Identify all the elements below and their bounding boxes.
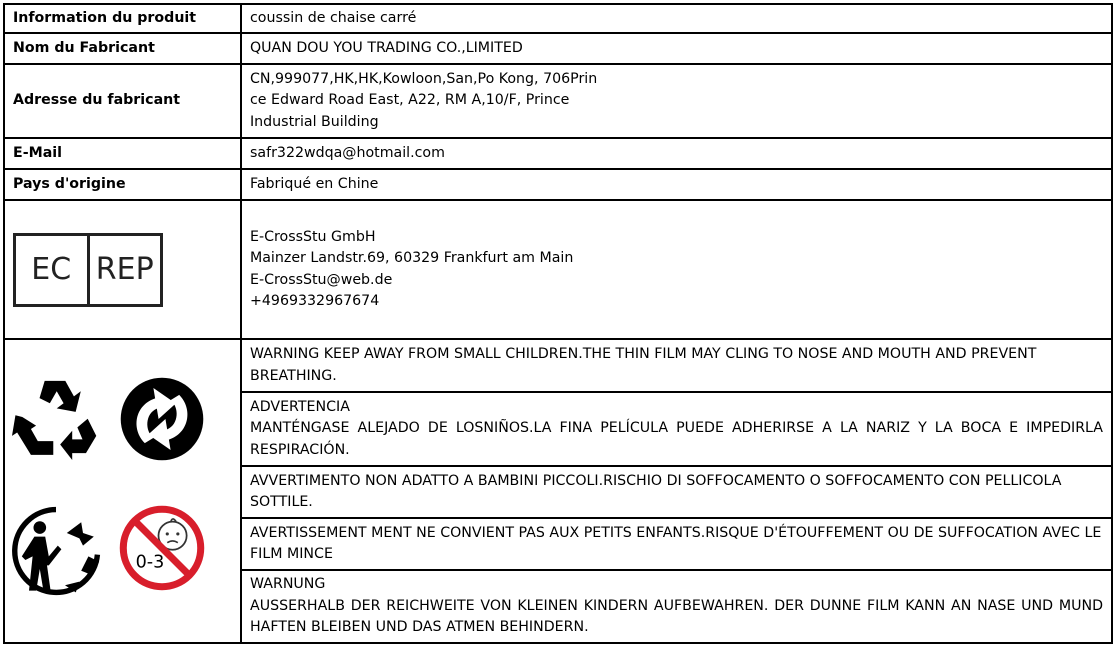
triman-icon <box>11 506 101 596</box>
address-line: CN,999077,HK,HK,Kowloon,San,Po Kong, 706Prin <box>250 70 598 87</box>
warning-de <box>241 570 1112 643</box>
ec-rep-details <box>241 200 1112 339</box>
label-product-info: Information du produit <box>4 4 241 33</box>
value-product-info: coussin de chaise carré <box>241 4 1112 33</box>
warning-text: NON ADATTO A BAMBINI PICCOLI.RISCHIO DI SOFFOCAMENTO O SOFFOCAMENTO CON PELLICOLA SOTTILE. <box>250 472 1062 510</box>
no-under-3-icon <box>118 504 206 592</box>
warning-text: MENT NE CONVIENT PAS AUX PETITS ENFANTS.RISQUE D'ÉTOUFFEMENT OU DE SUFFOCATION AVEC LE FILM MINCE <box>250 524 1102 562</box>
age-label: 0-3 <box>135 552 165 573</box>
green-dot-icon <box>119 376 205 462</box>
icons-cell <box>4 339 241 643</box>
address-line: ce Edward Road East, A22, RM A,10/F, Prince <box>250 92 570 109</box>
icons-panel <box>5 340 240 642</box>
recycle-icon <box>11 374 99 460</box>
product-info-table <box>3 3 1113 644</box>
value-origin: Fabriqué en Chine <box>241 169 1112 200</box>
ec-rep-line: E-CrossStu GmbH <box>250 228 376 245</box>
ec-rep-mark <box>13 233 163 307</box>
table-row-email <box>4 138 1112 169</box>
warning-title: AVERTISSEMENT <box>250 524 367 541</box>
warning-text: AUSSERHALB DER REICHWEITE VON KLEINEN KINDERN AUFBEWAHREN. DER DUNNE FILM KANN AN NASE UND MUND HAFTEN BLEIBEN UND DAS ATMEN BEHINDERN. <box>250 597 1103 636</box>
warning-it <box>241 466 1112 518</box>
ec-rep-line: Mainzer Landstr.69, 60329 Frankfurt am Main <box>250 250 574 266</box>
value-manufacturer: QUAN DOU YOU TRADING CO.,LIMITED <box>241 33 1112 64</box>
warning-fr <box>241 518 1112 570</box>
label-address: Adresse du fabricant <box>4 64 241 138</box>
table-row-address <box>4 64 1112 138</box>
warning-title: WARNING <box>250 346 320 362</box>
label-manufacturer: Nom du Fabricant <box>4 33 241 64</box>
ec-rep-cell <box>4 200 241 339</box>
ec-rep-mark-left: EC <box>31 251 72 287</box>
value-email: safr322wdqa@hotmail.com <box>241 138 1112 169</box>
warning-title: WARNUNG <box>250 576 326 593</box>
warning-es <box>241 392 1112 466</box>
warning-title: AVVERTIMENTO <box>250 472 361 489</box>
table-row-manufacturer <box>4 33 1112 64</box>
value-address <box>241 64 1112 138</box>
warning-en <box>241 339 1112 392</box>
table-row-product <box>4 4 1112 33</box>
table-row-origin <box>4 169 1112 200</box>
warning-title: ADVERTENCIA <box>250 398 350 415</box>
ec-rep-mark-right: REP <box>87 236 161 304</box>
ec-rep-line: E-CrossStu@web.de <box>250 271 393 288</box>
table-row-warning-0 <box>4 339 1112 392</box>
ec-rep-line: +4969332967674 <box>250 293 380 309</box>
label-email: E-Mail <box>4 138 241 169</box>
label-origin: Pays d'origine <box>4 169 241 200</box>
table-row-ec-rep <box>4 200 1112 339</box>
address-line: Industrial Building <box>250 113 379 130</box>
warning-text: KEEP AWAY FROM SMALL CHILDREN.THE THIN FILM MAY CLING TO NOSE AND MOUTH AND PREVENT BREATHING. <box>250 346 1037 384</box>
warning-text: MANTÉNGASE ALEJADO DE LOSNIÑOS.LA FINA PELÍCULA PUEDE ADHERIRSE A LA NARIZ Y LA BOCA E IMPEDIRLA RESPIRACIÓN. <box>250 420 1103 458</box>
